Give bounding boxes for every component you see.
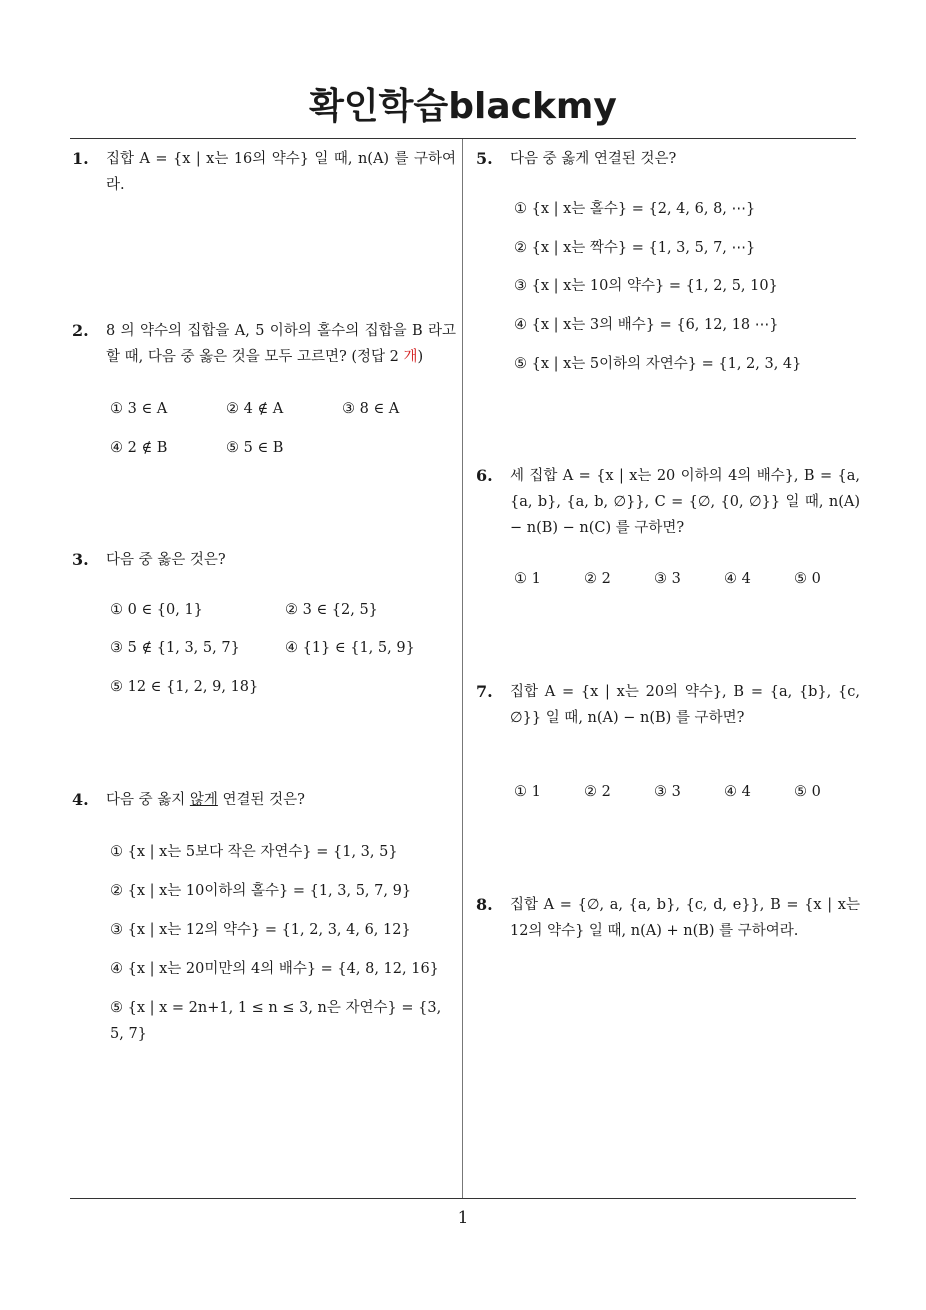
question-number: 3. (72, 550, 89, 569)
choice-4: ④ 4 (724, 784, 751, 800)
question-text-main: 8 의 약수의 집합을 A, 5 이하의 홀수의 집합을 B 라고 할 때, 다음 중 옳은 것을 모두 고르면? (정답 2 (106, 323, 456, 365)
page-number: 1 (457, 1208, 469, 1228)
answer-count-highlight: 개 (403, 349, 418, 365)
choice-1: ① 1 (514, 784, 541, 800)
choice-3: ③ 3 (654, 784, 681, 800)
choice-3: ③ 5 ∉ {1, 3, 5, 7} (110, 640, 240, 656)
choice-2: ② 4 ∉ A (226, 401, 284, 417)
choice-2: ② 2 (584, 784, 611, 800)
choice-5: ⑤ 0 (794, 571, 821, 587)
choice-1: ① 1 (514, 571, 541, 587)
question-number: 7. (476, 682, 493, 701)
choice-1: ① {x | x는 홀수} = {2, 4, 6, 8, ⋯} (514, 201, 756, 217)
choice-4: ④ {x | x는 20미만의 4의 배수} = {4, 8, 12, 16} (110, 961, 439, 977)
choice-1: ① {x | x는 5보다 작은 자연수} = {1, 3, 5} (110, 844, 398, 860)
question-text-after: 연결된 것은? (217, 792, 305, 808)
question-text-close: ) (417, 349, 424, 365)
choice-1: ① 3 ∈ A (110, 401, 168, 417)
question-2 (72, 318, 456, 370)
choice-2: ② {x | x는 10이하의 홀수} = {1, 3, 5, 7, 9} (110, 883, 412, 899)
footer-rule (70, 1198, 856, 1199)
question-4 (72, 787, 456, 813)
question-text: 다음 중 옳은 것은? (106, 552, 226, 568)
question-number: 4. (72, 790, 89, 809)
choice-3: ③ 3 (654, 571, 681, 587)
question-number: 6. (476, 466, 493, 485)
question-text (106, 787, 456, 813)
choice-3: ③ {x | x는 10의 약수} = {1, 2, 5, 10} (514, 278, 778, 294)
header-rule (70, 138, 856, 139)
question-number: 1. (72, 149, 89, 168)
question-text (106, 318, 456, 370)
question-text: 집합 A = {∅, a, {a, b}, {c, d, e}}, B = {x | x는 12의 약수} 일 때, n(A) + n(B) 를 구하여라. (510, 897, 860, 939)
choice-5: ⑤ 5 ∈ B (226, 440, 284, 456)
question-text: 집합 A = {x | x는 16의 약수} 일 때, n(A) 를 구하여라. (106, 151, 456, 193)
choice-3: ③ {x | x는 12의 약수} = {1, 2, 3, 4, 6, 12} (110, 922, 411, 938)
question-text: 다음 중 옳게 연결된 것은? (510, 151, 677, 167)
question-number: 8. (476, 895, 493, 914)
question-6 (476, 463, 860, 541)
choice-2: ② 2 (584, 571, 611, 587)
underlined-word: 않게 (189, 792, 218, 808)
choice-2: ② {x | x는 짝수} = {1, 3, 5, 7, ⋯} (514, 240, 756, 256)
choice-5: ⑤ {x | x는 5이하의 자연수} = {1, 2, 3, 4} (514, 356, 802, 372)
question-number: 2. (72, 321, 89, 340)
choice-5: ⑤ 0 (794, 784, 821, 800)
question-5 (476, 146, 860, 172)
question-7 (476, 679, 860, 731)
page-title: 확인학습blackmy (309, 86, 617, 127)
choice-5: ⑤ {x | x = 2n+1, 1 ≤ n ≤ 3, n은 자연수} = {3, 5, 7} (110, 1000, 442, 1042)
question-8 (476, 892, 860, 944)
choice-4: ④ 2 ∉ B (110, 440, 168, 456)
choice-4: ④ 4 (724, 571, 751, 587)
choice-2: ② 3 ∈ {2, 5} (285, 602, 378, 618)
question-text: 세 집합 A = {x | x는 20 이하의 4의 배수}, B = {a, {a, b}, {a, b, ∅}}, C = {∅, {0, ∅}} 일 때, n(A) − n(B) − n(C) 를 구하면? (510, 468, 860, 536)
question-text-before: 다음 중 옳지 (106, 792, 190, 808)
column-divider (462, 139, 463, 1198)
choice-4: ④ {x | x는 3의 배수} = {6, 12, 18 ⋯} (514, 317, 779, 333)
choice-5: ⑤ 12 ∈ {1, 2, 9, 18} (110, 679, 259, 695)
question-1 (72, 146, 456, 198)
choice-3: ③ 8 ∈ A (342, 401, 400, 417)
question-number: 5. (476, 149, 493, 168)
question-text: 집합 A = {x | x는 20의 약수}, B = {a, {b}, {c, ∅}} 일 때, n(A) − n(B) 를 구하면? (510, 684, 860, 726)
choice-4: ④ {1} ∈ {1, 5, 9} (285, 640, 415, 656)
choice-1: ① 0 ∈ {0, 1} (110, 602, 203, 618)
question-3 (72, 547, 456, 573)
